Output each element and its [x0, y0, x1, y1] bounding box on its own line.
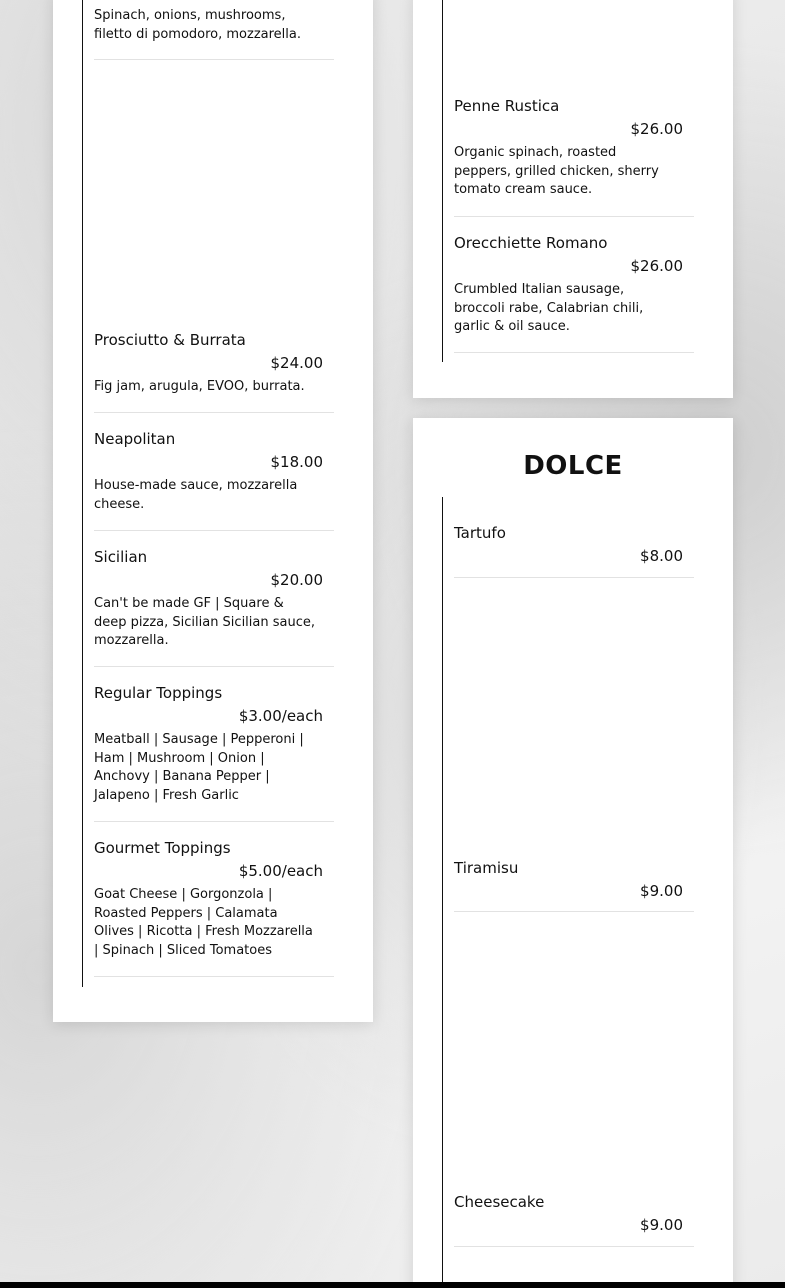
menu-item-price: $18.00 — [270, 453, 323, 471]
menu-item-name: Gourmet Toppings — [94, 839, 231, 857]
menu-card-pizza — [53, 0, 373, 1022]
menu-item-name: Prosciutto & Burrata — [94, 331, 246, 349]
menu-item-orecchiette-romano — [454, 234, 694, 337]
menu-item-name: Tartufo — [454, 524, 506, 542]
menu-card-pasta — [413, 0, 733, 398]
menu-item-regular-toppings — [94, 684, 334, 805]
column-rule — [82, 0, 83, 987]
menu-item-desc: Fig jam, arugula, EVOO, burrata. — [94, 379, 305, 394]
menu-item-desc: Organic spinach, roasted peppers, grilled chicken, sherry tomato cream sauce. — [454, 145, 659, 197]
menu-item-price: $20.00 — [270, 571, 323, 589]
menu-item-name: Regular Toppings — [94, 684, 223, 702]
menu-item-desc: Spinach, onions, mushrooms, filetto di pomodoro, mozzarella. — [94, 8, 301, 42]
menu-item-price: $9.00 — [640, 882, 683, 900]
bottom-bar — [0, 1282, 785, 1288]
menu-item-top-fragment — [94, 7, 334, 44]
menu-item-desc: Crumbled Italian sausage, broccoli rabe, Calabrian chili, garlic & oil sauce. — [454, 282, 644, 334]
menu-item-desc: Goat Cheese | Gorgonzola | Roasted Peppers | Calamata Olives | Ricotta | Fresh Mozzarella | Spinach | Sliced Tomatoes — [94, 887, 313, 958]
menu-item-penne-rustica — [454, 97, 694, 200]
item-divider — [454, 1246, 694, 1247]
menu-item-price: $8.00 — [640, 547, 683, 565]
menu-item-prosciutto-burrata — [94, 331, 334, 397]
menu-item-gourmet-toppings — [94, 839, 334, 960]
menu-item-tartufo — [454, 524, 694, 565]
column-rule — [442, 497, 443, 1288]
item-divider — [94, 59, 334, 60]
item-divider — [94, 530, 334, 531]
item-divider — [454, 577, 694, 578]
menu-item-neapolitan — [94, 430, 334, 514]
menu-item-name: Cheesecake — [454, 1193, 545, 1211]
menu-item-price: $9.00 — [640, 1216, 683, 1234]
menu-item-desc: Can't be made GF | Square & deep pizza, Sicilian Sicilian sauce, mozzarella. — [94, 596, 315, 648]
menu-item-cheesecake — [454, 1193, 694, 1234]
menu-item-desc: Meatball | Sausage | Pepperoni | Ham | Mushroom | Onion | Anchovy | Banana Pepper | Jalapeno | Fresh Garlic — [94, 732, 304, 803]
menu-item-sicilian — [94, 548, 334, 651]
menu-item-price: $24.00 — [270, 354, 323, 372]
menu-item-name: Sicilian — [94, 548, 148, 566]
menu-item-name: Neapolitan — [94, 430, 176, 448]
column-rule — [442, 0, 443, 362]
menu-item-tiramisu — [454, 859, 694, 900]
menu-item-price: $26.00 — [630, 257, 683, 275]
item-divider — [454, 911, 694, 912]
menu-item-name: Penne Rustica — [454, 97, 560, 115]
menu-item-price: $3.00/each — [238, 707, 323, 725]
menu-card-dolce — [413, 418, 733, 1288]
menu-item-price: $26.00 — [630, 120, 683, 138]
menu-item-name: Tiramisu — [454, 859, 519, 877]
item-divider — [454, 352, 694, 353]
item-divider — [94, 821, 334, 822]
item-divider — [454, 216, 694, 217]
section-title: DOLCE — [523, 451, 623, 481]
menu-item-name: Orecchiette Romano — [454, 234, 608, 252]
item-divider — [94, 976, 334, 977]
item-divider — [94, 412, 334, 413]
item-divider — [94, 666, 334, 667]
menu-item-desc: House-made sauce, mozzarella cheese. — [94, 478, 298, 512]
menu-item-price: $5.00/each — [238, 862, 323, 880]
